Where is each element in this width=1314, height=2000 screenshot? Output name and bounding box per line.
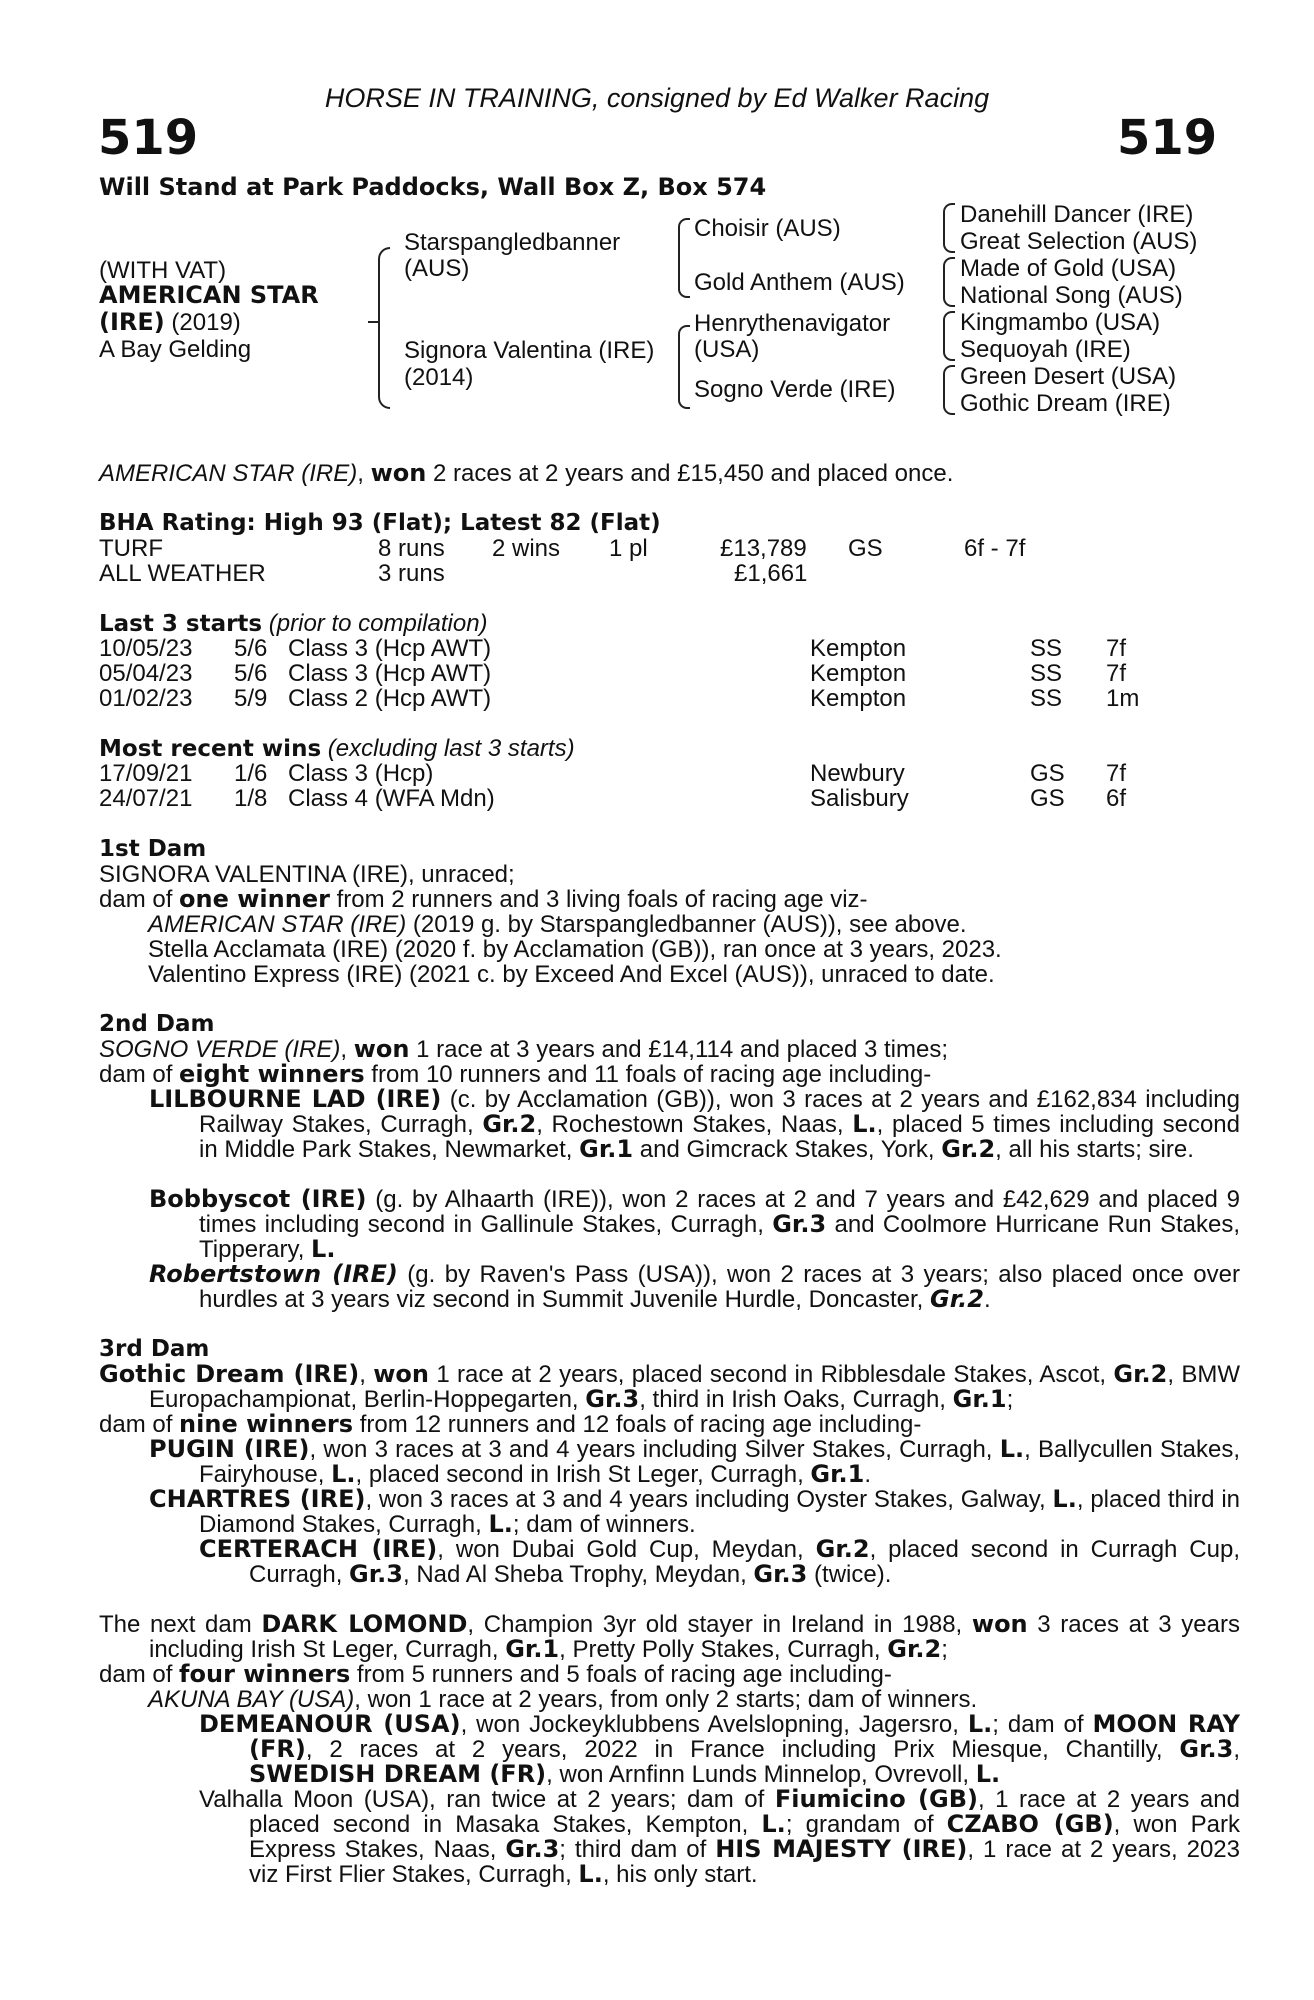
foal-entry: Valentino Express (IRE) (2021 c. by Exceed And Excel (AUS)), unraced to date. [148,961,995,988]
produce-entry: AKUNA BAY (USA), won 1 race at 2 years, from only 2 starts; dam of winners. [148,1686,978,1713]
catalogue-header: HORSE IN TRAINING, consigned by Ed Walker Racing [324,83,990,113]
sire-country: (AUS) [404,255,470,282]
sire-sire: Choisir (AUS) [694,215,841,242]
first-dam-name: SIGNORA VALENTINA (IRE), unraced; [99,861,515,888]
horse-country: (IRE) [99,308,165,336]
grand-ancestor-7: Green Desert (USA) [960,363,1177,390]
brace-sire [678,218,690,298]
brace-g4 [943,365,955,415]
second-dam-name: SOGNO VERDE (IRE), won 1 race at 3 years and £14,114 and placed 3 times; [99,1035,949,1063]
foal-entry: Stella Acclamata (IRE) (2020 f. by Acclamation (GB)), ran once at 3 years, 2023. [148,936,1002,963]
produce-entry: CERTERACH (IRE), won Dubai Gold Cup, Meydan, Gr.2, placed second in Curragh Cup, Curragh, Gr.3, Nad Al Sheba Trophy, Meydan, Gr.3 (twice). [199,1535,1241,1588]
produce-entry: Bobbyscot (IRE) (g. by Alhaarth (IRE)), won 2 races at 2 and 7 years and £42,629 and placed 9 times including second in Gallinule Stakes, Curragh, Gr.3 and Coolmore Hurricane Run Stakes, Tipperary, L. [149,1185,1241,1263]
grand-ancestor-2: Great Selection (AUS) [960,228,1198,255]
first-dam-produce: dam of one winner from 2 runners and 3 living foals of racing age viz- [99,885,868,913]
recent-wins-title: Most recent wins (excluding last 3 starts) [99,735,575,762]
third-dam-title: 3rd Dam [99,1336,210,1362]
third-dam-name: Gothic Dream (IRE), won 1 race at 2 years, placed second in Ribblesdale Stakes, Ascot, Gr.2, BMW Europachampionat, Berlin-Hoppegarten, Gr.3, third in Irish Oaks, Curragh, Gr.1; [99,1360,1240,1413]
lot-number-right: 519 [1117,110,1218,166]
horse-year: (2019) [164,309,241,336]
brace-dam [678,325,690,409]
brace-g1 [943,203,955,253]
third-dam-produce: dam of nine winners from 12 runners and 12 foals of racing age including- [99,1410,922,1438]
second-dam-title: 2nd Dam [99,1011,215,1037]
first-dam-title: 1st Dam [99,836,207,862]
dam-year: (2014) [404,364,474,391]
next-dam-produce: dam of four winners from 5 runners and 5 foals of racing age including- [99,1660,892,1688]
dam-sire: Henrythenavigator [694,310,891,337]
horse-name: AMERICAN STAR [99,281,319,309]
produce-entry: Robertstown (IRE) (g. by Raven's Pass (USA)), won 2 races at 3 years; also placed once over hurdles at 3 years viz second in Summit Juvenile Hurdle, Doncaster, Gr.2. [149,1260,1240,1313]
sire-dam: Gold Anthem (AUS) [694,269,905,296]
pedigree-brace-main [378,247,390,409]
produce-entry: CHARTRES (IRE), won 3 races at 3 and 4 years including Oyster Stakes, Galway, L., placed third in Diamond Stakes, Curragh, L.; dam of winners. [149,1485,1241,1538]
grand-ancestor-3: Made of Gold (USA) [960,255,1177,282]
foal-entry: AMERICAN STAR (IRE) (2019 g. by Starspangledbanner (AUS)), see above. [148,911,967,938]
dam-sire-country: (USA) [694,336,760,363]
grand-ancestor-6: Sequoyah (IRE) [960,336,1131,363]
grand-ancestor-1: Danehill Dancer (IRE) [960,201,1194,228]
grand-ancestor-8: Gothic Dream (IRE) [960,390,1171,417]
produce-entry: LILBOURNE LAD (IRE) (c. by Acclamation (GB)), won 3 races at 2 years and £162,834 including Railway Stakes, Curragh, Gr.2, Rochestown Stakes, Naas, L., placed 5 times including second in Middle Park Stakes, Newmarket, Gr.1 and Gimcrack Stakes, York, Gr.2, all his starts; sire. [149,1085,1240,1163]
produce-entry: PUGIN (IRE), won 3 races at 3 and 4 years including Silver Stakes, Curragh, L., Ballycullen Stakes, Fairyhouse, L., placed second in Irish St Leger, Curragh, Gr.1. [149,1435,1241,1488]
second-dam-produce: dam of eight winners from 10 runners and 11 foals of racing age including- [99,1060,932,1088]
dam-name: Signora Valentina (IRE) [404,337,655,364]
stall-location: Will Stand at Park Paddocks, Wall Box Z, Box 574 [99,173,767,201]
grand-ancestor-4: National Song (AUS) [960,282,1183,309]
brace-g2 [943,257,955,307]
brace-point [368,321,378,323]
next-dam: The next dam DARK LOMOND, Champion 3yr old stayer in Ireland in 1988, won 3 races at 3 years including Irish St Leger, Curragh, Gr.1, Pretty Polly Stakes, Curragh, Gr.2; [99,1610,1240,1663]
produce-entry: Valhalla Moon (USA), ran twice at 2 years; dam of Fiumicino (GB), 1 race at 2 years and placed second in Masaka Stakes, Kempton, L.; grandam of CZABO (GB), won Park Express Stakes, Naas, Gr.3; third dam of HIS MAJESTY (IRE), 1 race at 2 years, 2023 viz First Flier Stakes, Curragh, L., his only start. [199,1785,1241,1888]
horse-description: A Bay Gelding [99,336,252,363]
lot-number-left: 519 [98,110,199,166]
dam-dam: Sogno Verde (IRE) [694,376,896,403]
grand-ancestor-5: Kingmambo (USA) [960,309,1161,336]
vat-note: (WITH VAT) [99,257,227,284]
bha-rating-title: BHA Rating: High 93 (Flat); Latest 82 (Flat) [99,510,661,536]
produce-entry: DEMEANOUR (USA), won Jockeyklubbens Avelslopning, Jagersro, L.; dam of MOON RAY (FR), 2 races at 2 years, 2022 in France including Prix Miesque, Chantilly, Gr.3, SWEDISH DREAM (FR), won Arnfinn Lunds Minnelop, Ovrevoll, L. [199,1710,1241,1788]
horse-origin-year [99,310,241,335]
last-3-starts-title: Last 3 starts (prior to compilation) [99,610,488,637]
sire-name: Starspangledbanner [404,229,621,256]
brace-g3 [943,311,955,361]
race-summary: AMERICAN STAR (IRE), won 2 races at 2 years and £15,450 and placed once. [99,459,954,487]
